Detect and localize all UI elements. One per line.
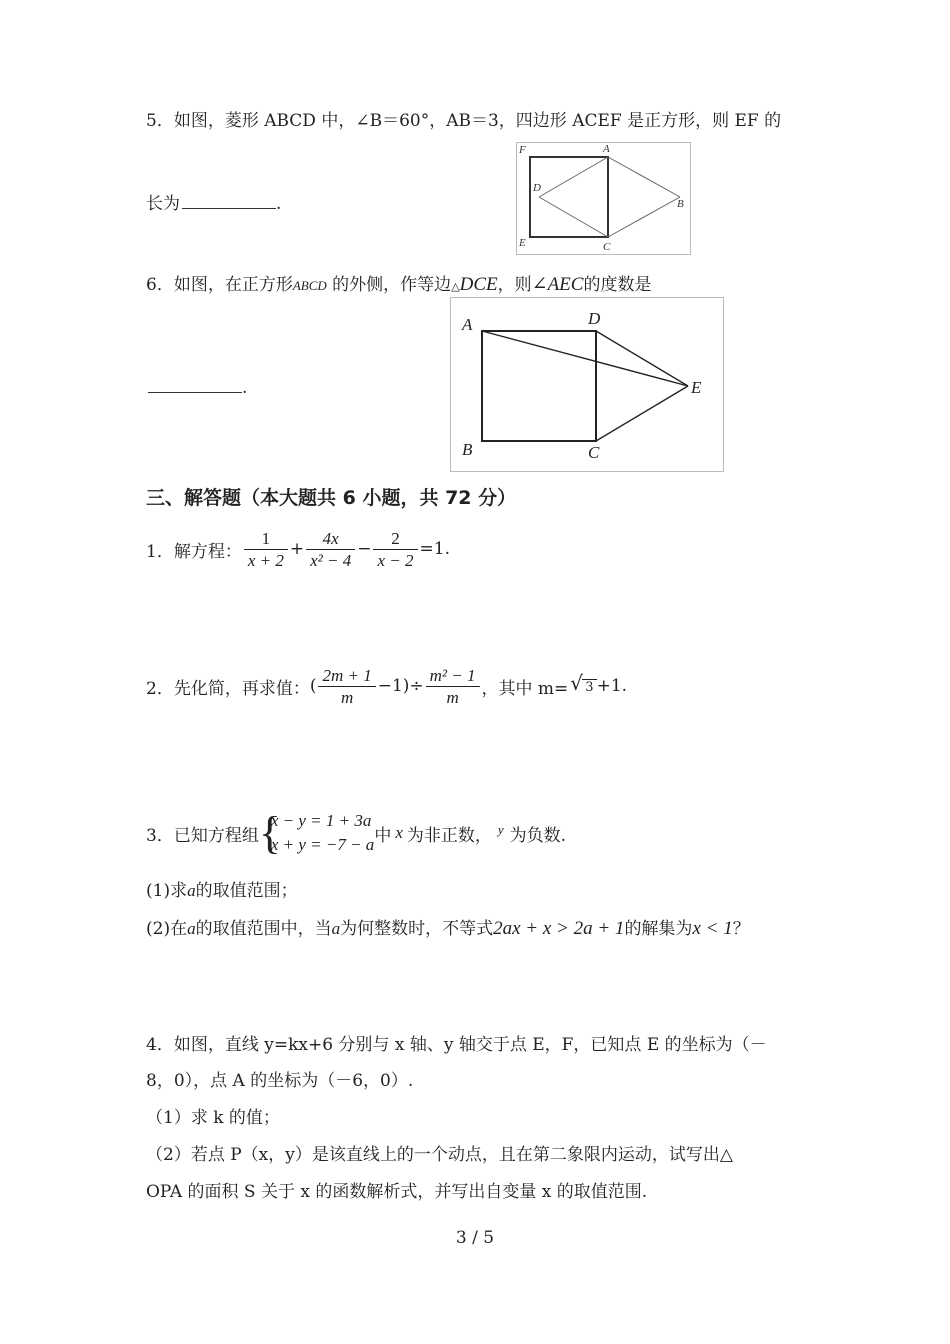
label-d: D bbox=[588, 309, 601, 328]
section-title: 三、解答题（本大题共 6 小题，共 72 分） bbox=[146, 487, 517, 509]
p3-mid2: 为非正数， bbox=[406, 825, 492, 846]
q5-line2 bbox=[146, 189, 281, 214]
q5-answer-blank bbox=[182, 194, 276, 209]
p3-mid1: 中 bbox=[374, 825, 392, 846]
side-de bbox=[596, 331, 688, 386]
label-a: A bbox=[603, 143, 610, 155]
p2-f2-den: m bbox=[446, 687, 459, 707]
p2-prefix: 2．先化简，再求值： bbox=[146, 678, 310, 699]
label-c: C bbox=[603, 241, 611, 253]
label-f: F bbox=[519, 144, 526, 156]
triangle-symbol: △ bbox=[451, 280, 460, 293]
q6-suffix: . bbox=[242, 378, 248, 398]
q6-square-name: ABCD bbox=[292, 278, 327, 293]
p3-part2-mid3: 的解集为 bbox=[624, 919, 693, 939]
p3-solution: x < 1 bbox=[692, 918, 733, 939]
q5-figure-svg bbox=[517, 143, 690, 254]
problem-1 bbox=[146, 522, 450, 576]
label-d: D bbox=[533, 182, 541, 194]
p1-fraction-1 bbox=[244, 528, 288, 571]
p1-f1-num: 1 bbox=[244, 528, 288, 550]
side-ec bbox=[596, 386, 688, 441]
p2-f1-den: m bbox=[340, 687, 354, 707]
p2-tail: +1. bbox=[596, 676, 628, 696]
p1-f3-den: x − 2 bbox=[377, 550, 414, 570]
q6-line1 bbox=[146, 270, 651, 296]
p2-f2-num: m² − 1 bbox=[426, 665, 480, 687]
p3-prefix: 3．已知方程组 bbox=[146, 825, 259, 846]
p3-part1-prefix: (1)求 bbox=[146, 881, 188, 901]
side-ab bbox=[608, 157, 680, 197]
q6-text-b: 的外侧，作等边 bbox=[326, 275, 452, 295]
p4-line4: （2）若点 P（x，y）是该直线上的一个动点，且在第二象限内运动，试写出△ bbox=[146, 1145, 733, 1165]
q6-text-c: ，则 bbox=[497, 275, 532, 295]
p1-fraction-3 bbox=[373, 528, 417, 571]
label-e: E bbox=[519, 237, 526, 249]
p3-part2-mid2: 为何整数时，不等式 bbox=[340, 919, 494, 939]
problem-3 bbox=[146, 805, 566, 861]
side-bc bbox=[608, 197, 680, 237]
p2-fraction-1 bbox=[318, 665, 375, 708]
p1-f1-den: x + 2 bbox=[247, 550, 284, 570]
p2-mid: −1)÷ bbox=[377, 676, 424, 696]
q6-figure bbox=[450, 297, 724, 472]
p3-var-a: a bbox=[187, 881, 196, 900]
p1-suffix: =1. bbox=[419, 539, 450, 559]
q6-line2 bbox=[146, 378, 247, 398]
q6-figure-svg bbox=[451, 298, 723, 471]
p3-part2-suffix: ？ bbox=[732, 919, 750, 939]
q5-line1: 5．如图，菱形 ABCD 中，∠B＝60°，AB＝3，四边形 ACEF 是正方形，则 EF 的 bbox=[146, 111, 782, 131]
side-ad bbox=[539, 157, 608, 197]
p2-where: ，其中 m= bbox=[481, 678, 569, 699]
p1-minus: − bbox=[357, 539, 372, 559]
p1-f3-num: 2 bbox=[373, 528, 417, 550]
sqrt-3 bbox=[570, 671, 596, 696]
label-b: B bbox=[462, 440, 473, 459]
p1-prefix: 1．解方程： bbox=[146, 541, 242, 562]
q5-prefix: 长为 bbox=[146, 194, 180, 214]
p1-plus: + bbox=[289, 539, 305, 559]
p4-line2: 8，0），点 A 的坐标为（－6，0）. bbox=[146, 1071, 414, 1091]
q6-triangle-name: DCE bbox=[459, 274, 498, 295]
q6-text-a: 6．如图，在正方形 bbox=[146, 275, 293, 295]
side-dc bbox=[539, 197, 608, 237]
q6-text-d: 的度数是 bbox=[583, 275, 652, 295]
p3-var-y: y bbox=[497, 822, 504, 837]
segment-ae bbox=[482, 331, 688, 386]
square-acef bbox=[530, 157, 608, 237]
p3-var-x: x bbox=[395, 823, 403, 842]
p2-f1-num: 2m + 1 bbox=[318, 665, 375, 687]
p3-inequality: 2ax + x > 2a + 1 bbox=[493, 918, 625, 939]
p2-fraction-2 bbox=[426, 665, 480, 708]
q6-answer-blank bbox=[148, 378, 242, 393]
label-b: B bbox=[677, 198, 684, 210]
p4-line3: （1）求 k 的值； bbox=[146, 1108, 280, 1128]
q5-suffix: . bbox=[276, 194, 282, 214]
square-abcd bbox=[482, 331, 596, 441]
p4-line1: 4．如图，直线 y=kx+6 分别与 x 轴、y 轴交于点 E，F，已知点 E 的坐标为（－ bbox=[146, 1035, 767, 1055]
label-c: C bbox=[588, 443, 600, 462]
equation-1: x − y = 1 + 3a bbox=[270, 811, 372, 830]
q5-figure bbox=[516, 142, 691, 255]
p3-var-a: a bbox=[331, 919, 341, 938]
label-e: E bbox=[691, 378, 702, 397]
page-number: 3 / 5 bbox=[455, 1228, 495, 1248]
p3-part2-prefix: (2)在 bbox=[146, 919, 188, 939]
p3-var-a: a bbox=[187, 919, 196, 938]
system-brace: { bbox=[258, 807, 281, 858]
p2-open-paren: ( bbox=[309, 676, 317, 696]
p3-part2-mid1: 的取值范围中，当 bbox=[195, 919, 332, 939]
p1-fraction-2 bbox=[306, 528, 355, 571]
p3-part-1 bbox=[146, 876, 298, 901]
p4-line5: OPA 的面积 S 关于 x 的函数解析式，并写出自变量 x 的取值范围. bbox=[146, 1182, 648, 1202]
p1-f2-num: 4x bbox=[306, 528, 355, 550]
p1-f2-den: x² − 4 bbox=[310, 550, 352, 570]
equation-system bbox=[259, 809, 374, 857]
radical-sign: √ bbox=[570, 671, 584, 695]
p3-mid3: 为负数. bbox=[509, 825, 567, 846]
sqrt-radicand: 3 bbox=[582, 679, 596, 695]
p3-part1-suffix: 的取值范围； bbox=[195, 881, 298, 901]
equation-2: x + y = −7 − a bbox=[270, 835, 375, 854]
problem-2 bbox=[146, 659, 627, 713]
q6-angle-name: ∠AEC bbox=[531, 274, 584, 295]
p3-part-2 bbox=[146, 914, 750, 940]
label-a: A bbox=[462, 315, 473, 334]
